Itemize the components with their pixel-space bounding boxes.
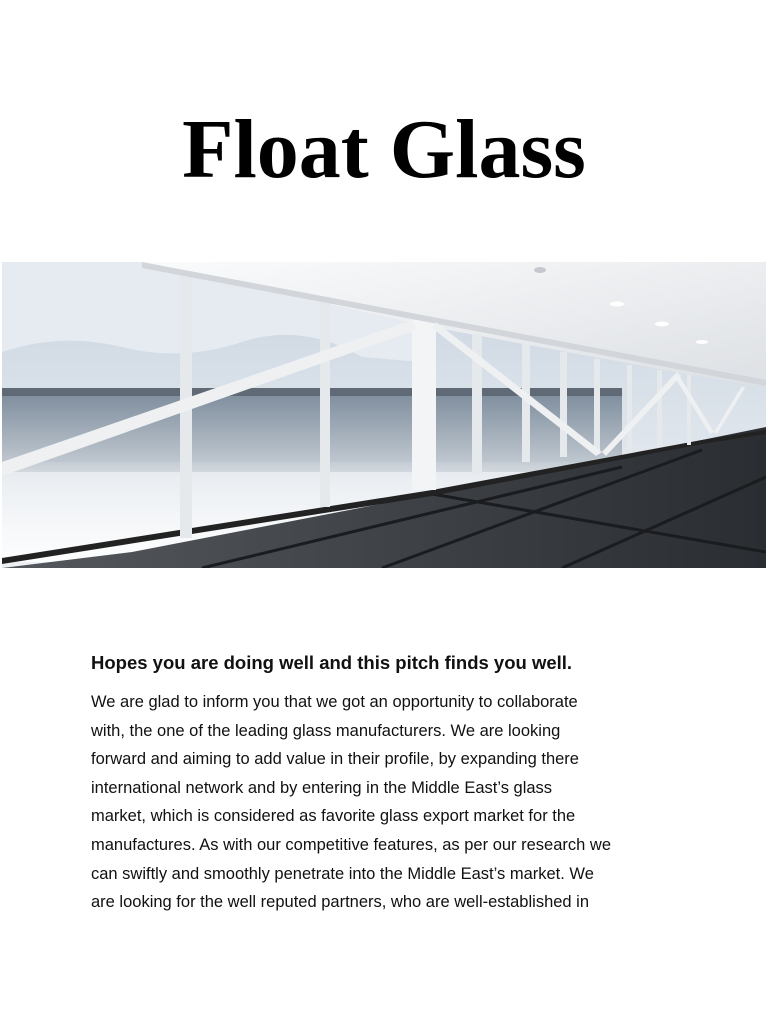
body-line: market, which is considered as favorite glass export market for the [91, 807, 576, 826]
body-line: are looking for the well reputed partners, who are well-established in [91, 893, 590, 912]
body-line: manufactures. As with our competitive features, as per our research we [91, 835, 611, 854]
hero-image [2, 262, 766, 568]
body-line: can swiftly and smoothly penetrate into the Middle East’s market. We [91, 864, 594, 883]
body-paragraph [91, 688, 711, 917]
intro-heading: Hopes you are doing well and this pitch finds you well. [91, 652, 573, 673]
body-line: We are glad to inform you that we got an opportunity to collaborate [91, 693, 578, 711]
corridor-illustration [2, 262, 766, 568]
body-line: international network and by entering in the Middle East’s glass [91, 778, 553, 797]
body-line: with, the one of the leading glass manufacturers. We are looking [91, 721, 561, 740]
body-line: forward and aiming to add value in their profile, by expanding there [91, 750, 579, 769]
page-title: Float Glass [182, 103, 586, 196]
